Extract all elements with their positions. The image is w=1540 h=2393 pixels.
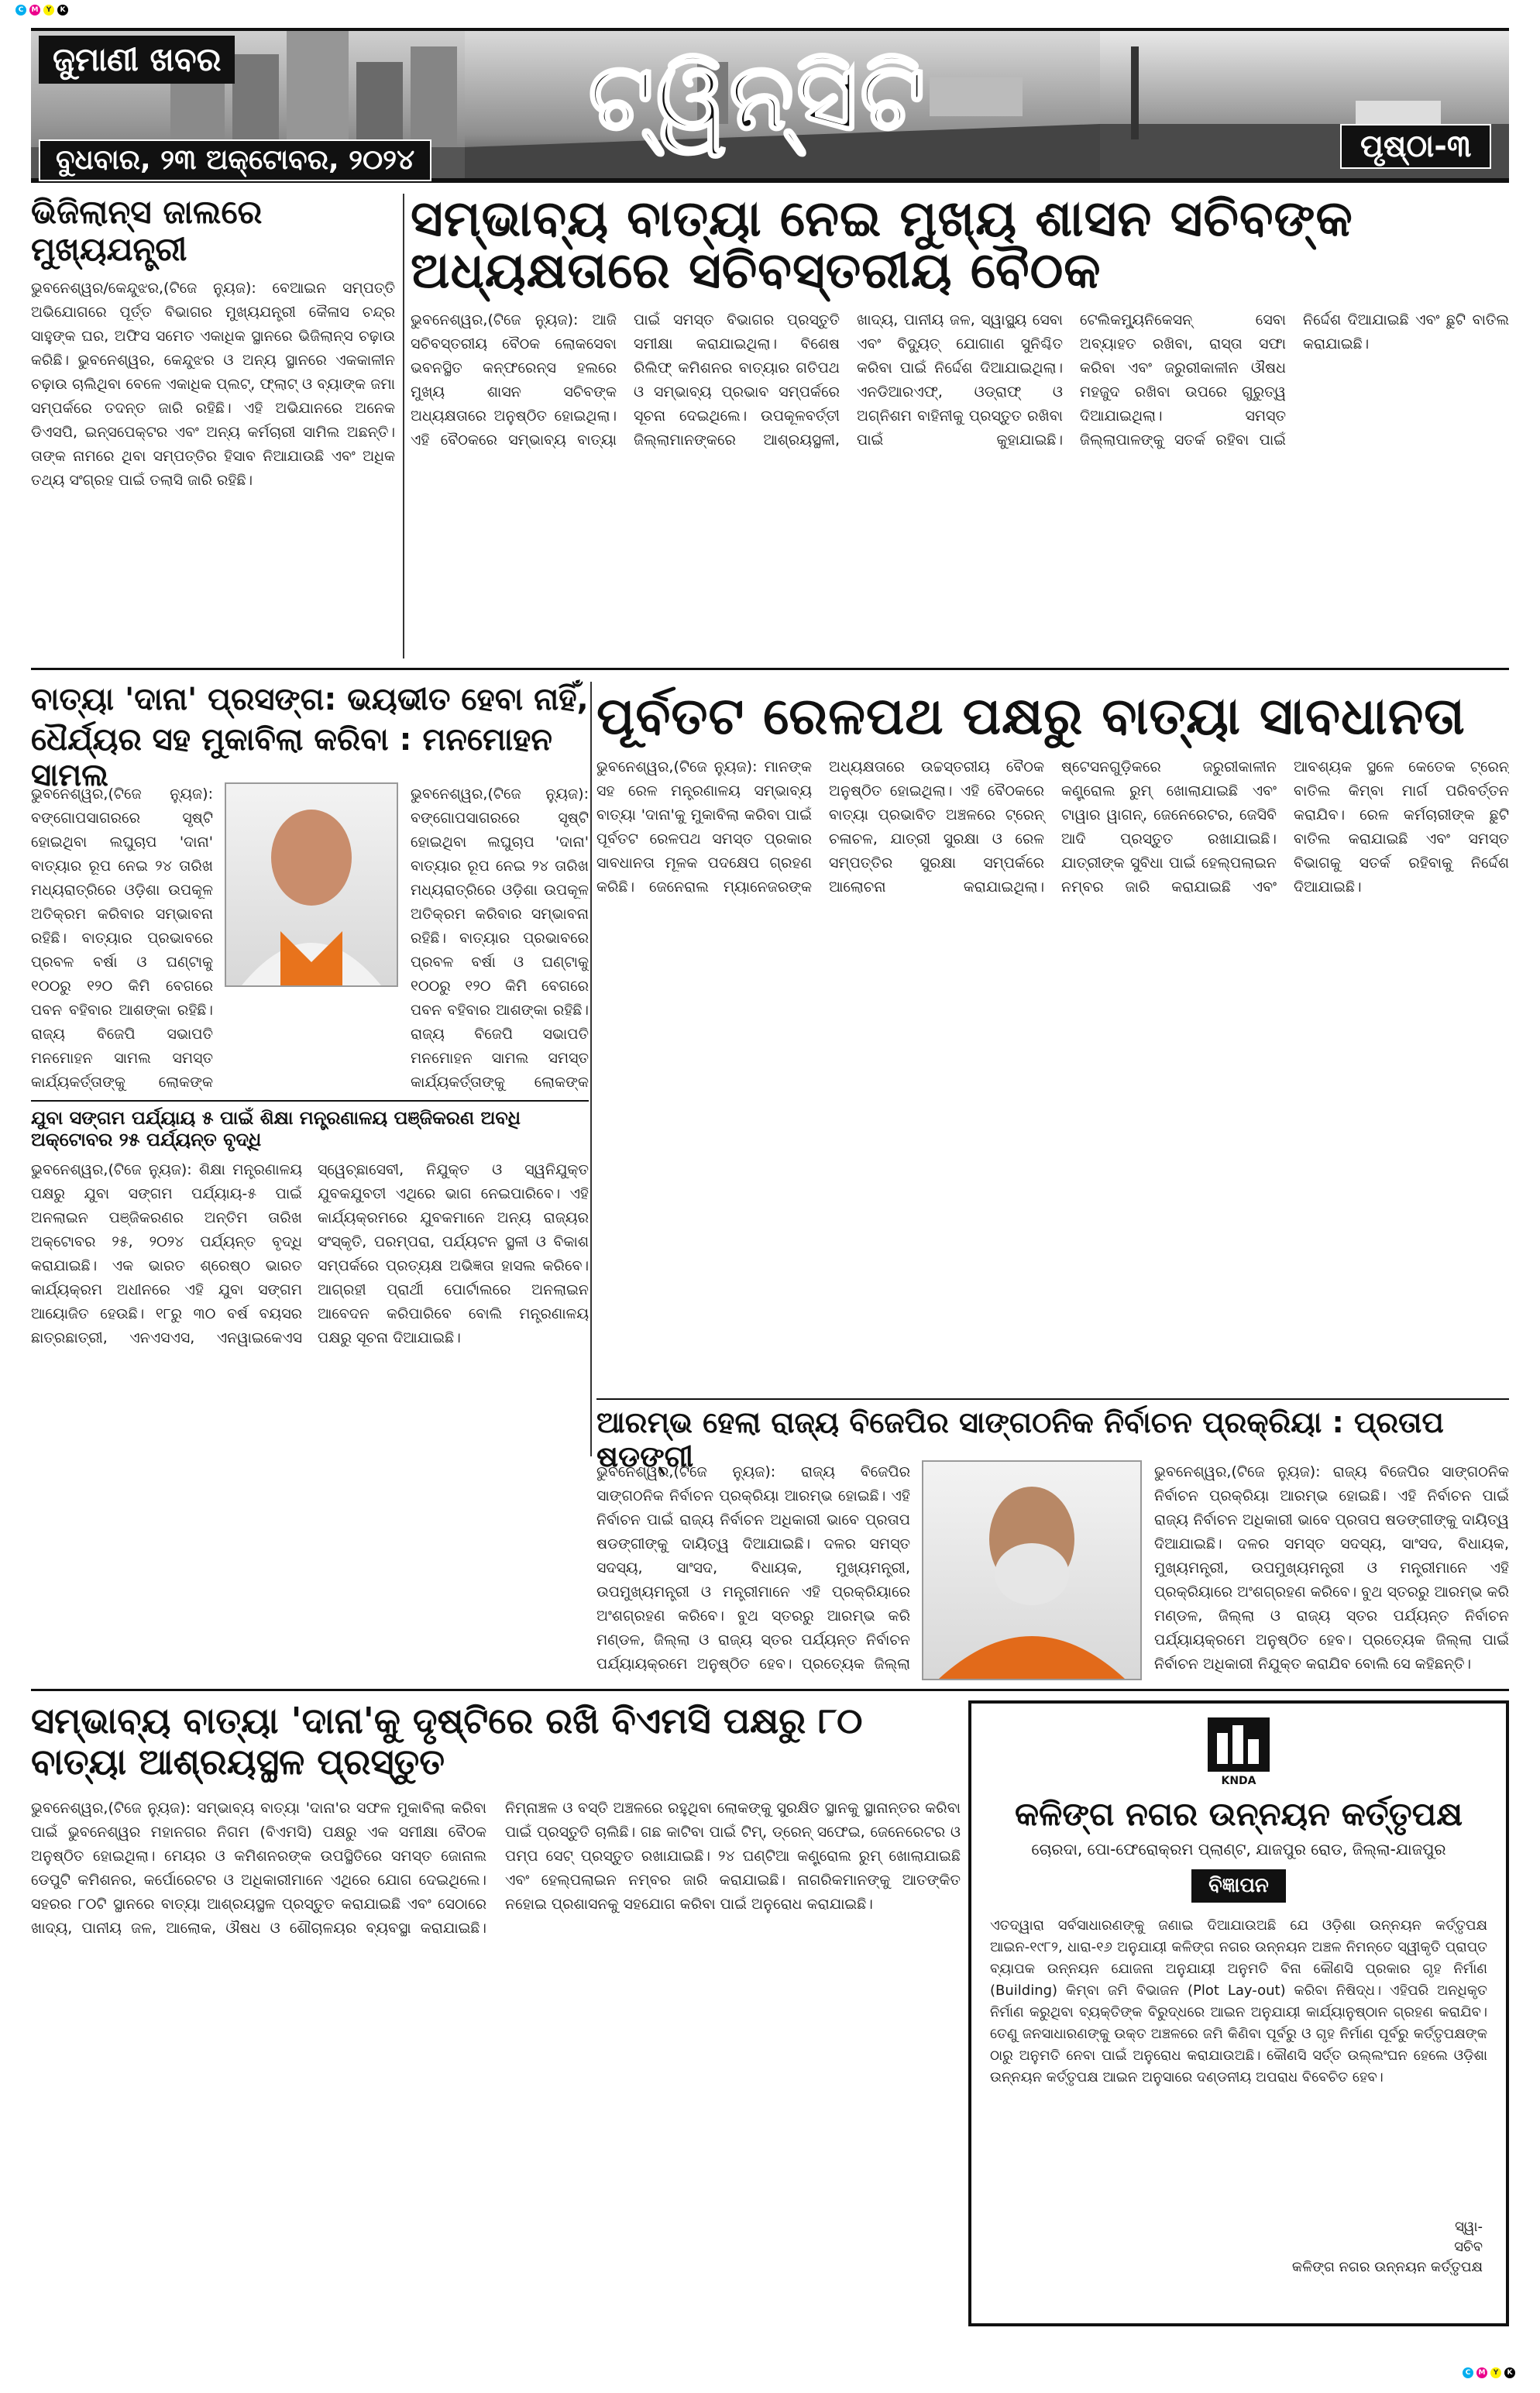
pratap-photo	[922, 1460, 1142, 1680]
cyan-mark: C	[1463, 2367, 1473, 2378]
knda-signature	[995, 2217, 1483, 2278]
manmohan-photo	[225, 782, 398, 987]
page-number: ପୃଷ୍ଠା-୩	[1340, 124, 1491, 169]
section-divider	[31, 1100, 589, 1102]
story-manmohan-body-cont: ଭୁବନେଶ୍ୱର,(ଟିଜେ ନ୍ୟୁଜ): ବଙ୍ଗୋପସାଗରରେ ସୃଷ୍ଟି ହୋଇଥିବା ଲଘୁଚାପ 'ଦାନା' ବାତ୍ୟାର ରୂପ ନେଇ ୨୪ ତାରିଖ ମଧ୍ୟରାତ୍ରିରେ ଓଡ଼ିଶା ଉପକୂଳ ଅତିକ୍ରମ କରିବାର ସମ୍ଭାବନା ରହିଛି। ବାତ୍ୟାର ପ୍ରଭାବରେ ପ୍ରବଳ ବର୍ଷା ଓ ଘଣ୍ଟାକୁ ୧୦୦ରୁ ୧୨୦ କିମି ବେଗରେ ପବନ ବହିବାର ଆଶଙ୍କା ରହିଛି। ରାଜ୍ୟ ବିଜେପି ସଭାପତି ମନମୋହନ ସାମଲ ସମସ୍ତ କାର୍ଯ୍ୟକର୍ତ୍ତାଙ୍କୁ ଲୋକଙ୍କ	[411, 786, 589, 1091]
story-youth-sangam-body: ଭୁବନେଶ୍ୱର,(ଟିଜେ ନ୍ୟୁଜ): ଶିକ୍ଷା ମନ୍ତ୍ରଣାଳୟ ପକ୍ଷରୁ ଯୁବା ସଙ୍ଗମ ପର୍ଯ୍ୟାୟ-୫ ପାଇଁ ଅନଲାଇନ ପଞ୍ଜିକରଣର ଅନ୍ତିମ ତାରିଖ ଅକ୍ଟୋବର ୨୫, ୨୦୨୪ ପର୍ଯ୍ୟନ୍ତ ବୃଦ୍ଧି କରାଯାଇଛି। ଏକ ଭାରତ ଶ୍ରେଷ୍ଠ ଭାରତ କାର୍ଯ୍ୟକ୍ରମ ଅଧୀନରେ ଏହି ଯୁବା ସଙ୍ଗମ ଆୟୋଜିତ ହେଉଛି। ୧୮ରୁ ୩୦ ବର୍ଷ ବୟସର ଛାତ୍ରଛାତ୍ରୀ, ଏନଏସଏସ, ଏନୱାଇକେଏସ ସ୍ୱେଚ୍ଛାସେବୀ, ନିଯୁକ୍ତ ଓ ସ୍ୱନିଯୁକ୍ତ ଯୁବକଯୁବତୀ ଏଥିରେ ଭାଗ ନେଇପାରିବେ। ଏହି କାର୍ଯ୍ୟକ୍ରମରେ ଯୁବକମାନେ ଅନ୍ୟ ରାଜ୍ୟର ସଂସ୍କୃତି, ପରମ୍ପରା, ପର୍ଯ୍ୟଟନ ସ୍ଥଳୀ ଓ ବିକାଶ ସମ୍ପର୍କରେ ପ୍ରତ୍ୟକ୍ଷ ଅଭିଜ୍ଞତା ହାସଲ କରିବେ। ଆଗ୍ରହୀ ପ୍ରାର୍ଥୀ ପୋର୍ଟାଲରେ ଅନଲାଇନ ଆବେଦନ କରିପାରିବେ ବୋଲି ମନ୍ତ୍ରଣାଳୟ ପକ୍ଷରୁ ସୂଚନା ଦିଆଯାଇଛି।	[31, 1161, 589, 1347]
story-bmc	[31, 1700, 961, 2393]
portrait-illustration	[226, 784, 397, 985]
magenta-mark: M	[1476, 2367, 1487, 2378]
story-chief-secretary	[411, 191, 1509, 711]
knda-advertisement	[968, 1700, 1509, 2326]
story-railway-headline: ପୂର୍ବତଟ ରେଳପଥ ପକ୍ଷରୁ ବାତ୍ୟା ସାବଧାନତା	[596, 686, 1466, 746]
story-railway-body: ଭୁବନେଶ୍ୱର,(ଟିଜେ ନ୍ୟୁଜ): ମାନଙ୍କ ସହ ରେଳ ମନ୍ତ୍ରଣାଳୟ ସମ୍ଭାବ୍ୟ ବାତ୍ୟା 'ଦାନା'କୁ ମୁକାବିଲା କରିବା ପାଇଁ ପୂର୍ବତଟ ରେଳପଥ ସମସ୍ତ ପ୍ରକାର ସାବଧାନତା ମୂଳକ ପଦକ୍ଷେପ ଗ୍ରହଣ କରିଛି। ଜେନେରାଲ ମ୍ୟାନେଜରଙ୍କ ଅଧ୍ୟକ୍ଷତାରେ ଉଚ୍ଚସ୍ତରୀୟ ବୈଠକ ଅନୁଷ୍ଠିତ ହୋଇଥିଲା। ଏହି ବୈଠକରେ ବାତ୍ୟା ପ୍ରଭାବିତ ଅଞ୍ଚଳରେ ଟ୍ରେନ୍ ଚଳାଚଳ, ଯାତ୍ରୀ ସୁରକ୍ଷା ଓ ରେଳ ସମ୍ପତ୍ତିର ସୁରକ୍ଷା ସମ୍ପର୍କରେ ଆଲୋଚନା କରାଯାଇଥିଲା। ଷ୍ଟେସନଗୁଡ଼ିକରେ ଜରୁରୀକାଳୀନ କଣ୍ଟ୍ରୋଲ ରୁମ୍ ଖୋଲାଯାଇଛି ଏବଂ ଟାୱାର ୱାଗନ୍, ଜେନେରେଟର, ଜେସିବି ଆଦି ପ୍ରସ୍ତୁତ ରଖାଯାଇଛି। ଯାତ୍ରୀଙ୍କ ସୁବିଧା ପାଇଁ ହେଲ୍ପଲାଇନ ନମ୍ବର ଜାରି କରାଯାଇଛି ଏବଂ ଆବଶ୍ୟକ ସ୍ଥଳେ କେତେକ ଟ୍ରେନ୍ ବାତିଲ କିମ୍ବା ମାର୍ଗ ପରିବର୍ତ୍ତନ କରାଯିବ। ରେଳ କର୍ମଚାରୀଙ୍କ ଛୁଟି ବାତିଲ କରାଯାଇଛି ଏବଂ ସମସ୍ତ ବିଭାଗକୁ ସତର୍କ ରହିବାକୁ ନିର୍ଦ୍ଦେଶ ଦିଆଯାଇଛି।	[596, 758, 1509, 896]
yellow-mark: Y	[43, 5, 54, 15]
knda-sign-2: ସଚିବ	[1454, 2239, 1483, 2255]
story-youth-sangam-headline: ଯୁବା ସଙ୍ଗମ ପର୍ଯ୍ୟାୟ ୫ ପାଇଁ ଶିକ୍ଷା ମନ୍ତ୍ରଣାଳୟ ପଞ୍ଜିକରଣ ଅବଧି ଅକ୍ଟୋବର ୨୫ ପର୍ଯ୍ୟନ୍ତ ବୃଦ୍ଧି	[31, 1107, 521, 1150]
story-bmc-headline: ସମ୍ଭାବ୍ୟ ବାତ୍ୟା 'ଦାନା'କୁ ଦୃଷ୍ଟିରେ ରଖି ବିଏମସି ପକ୍ଷରୁ ୮୦ ବାତ୍ୟା ଆଶ୍ରୟସ୍ଥଳ ପ୍ରସ୍ତୁତ	[31, 1700, 863, 1783]
knda-sign-1: ସ୍ୱା-	[1455, 2219, 1483, 2235]
page-title: ଟ୍ୱିନ୍‌ସିଟି	[589, 43, 928, 151]
story-youth-sangam	[31, 1108, 589, 1708]
column-divider	[403, 194, 404, 658]
story-vigilance-body: ଭୁବନେଶ୍ୱର/କେନ୍ଦୁଝର,(ଟିଜେ ନ୍ୟୁଜ): ବେଆଇନ ସମ୍ପତ୍ତି ଅଭିଯୋଗରେ ପୂର୍ତ୍ତ ବିଭାଗର ମୁଖ୍ୟଯନ୍ତ୍ରୀ କୈଳାସ ଚନ୍ଦ୍ର ସାହୁଙ୍କ ଘର, ଅଫିସ ସମେତ ଏକାଧିକ ସ୍ଥାନରେ ଭିଜିଲାନ୍ସ ଚଢ଼ାଉ କରିଛି। ଭୁବନେଶ୍ୱର, କେନ୍ଦୁଝର ଓ ଅନ୍ୟ ସ୍ଥାନରେ ଏକକାଳୀନ ଚଢ଼ାଉ ଚାଲିଥିବା ବେଳେ ଏକାଧିକ ପ୍ଲଟ୍, ଫ୍ଲାଟ୍ ଓ ବ୍ୟାଙ୍କ ଜମା ସମ୍ପର୍କରେ ତଦନ୍ତ ଜାରି ରହିଛି। ଏହି ଅଭିଯାନରେ ଅନେକ ଡିଏସପି, ଇନ୍‌ସପେକ୍ଟର ଏବଂ ଅନ୍ୟ କର୍ମଚାରୀ ସାମିଲ ଅଛନ୍ତି। ତାଙ୍କ ନାମରେ ଥିବା ସମ୍ପତ୍ତିର ହିସାବ ନିଆଯାଉଛି ଏବଂ ଅଧିକ ତଥ୍ୟ ସଂଗ୍ରହ ପାଇଁ ତଲାସି ଜାରି ରହିଛି।	[31, 279, 395, 489]
section-divider	[31, 668, 1509, 670]
knda-address: ଚୋରଦା, ପୋ-ଫେରୋକ୍ରମ ପ୍ଲାଣ୍ଟ, ଯାଜପୁର ରୋଡ, ଜିଲ୍ଲା-ଯାଜପୁର	[1031, 1840, 1446, 1858]
story-vigilance	[31, 194, 395, 722]
knda-logo	[971, 1717, 1506, 1787]
cyan-mark: C	[15, 5, 26, 15]
story-manmohan-body: ଭୁବନେଶ୍ୱର,(ଟିଜେ ନ୍ୟୁଜ): ବଙ୍ଗୋପସାଗରରେ ସୃଷ୍ଟି ହୋଇଥିବା ଲଘୁଚାପ 'ଦାନା' ବାତ୍ୟାର ରୂପ ନେଇ ୨୪ ତାରିଖ ମଧ୍ୟରାତ୍ରିରେ ଓଡ଼ିଶା ଉପକୂଳ ଅତିକ୍ରମ କରିବାର ସମ୍ଭାବନା ରହିଛି। ବାତ୍ୟାର ପ୍ରଭାବରେ ପ୍ରବଳ ବର୍ଷା ଓ ଘଣ୍ଟାକୁ ୧୦୦ରୁ ୧୨୦ କିମି ବେଗରେ ପବନ ବହିବାର ଆଶଙ୍କା ରହିଛି। ରାଜ୍ୟ ବିଜେପି ସଭାପତି ମନମୋହନ ସାମଲ ସମସ୍ତ କାର୍ଯ୍ୟକର୍ତ୍ତାଙ୍କୁ ଲୋକଙ୍କ	[31, 786, 213, 1091]
registration-marks-bottom	[1463, 2367, 1515, 2378]
section-divider	[31, 1689, 1509, 1691]
black-mark: K	[57, 5, 68, 15]
black-mark: K	[1504, 2367, 1515, 2378]
knda-title: କଳିଙ୍ଗ ନଗର ଉନ୍ନୟନ କର୍ତ୍ତୃପକ୍ଷ	[1014, 1795, 1463, 1833]
story-manmohan-headline-1: ବାତ୍ୟା 'ଦାନା' ପ୍ରସଙ୍ଗ: ଭୟଭୀତ ହେବା ନାହିଁ,	[31, 682, 589, 717]
yellow-mark: Y	[1490, 2367, 1501, 2378]
story-pratap-body: ଭୁବନେଶ୍ୱର,(ଟିଜେ ନ୍ୟୁଜ): ରାଜ୍ୟ ବିଜେପିର ସାଙ୍ଗଠନିକ ନିର୍ବାଚନ ପ୍ରକ୍ରିୟା ଆରମ୍ଭ ହୋଇଛି। ଏହି ନିର୍ବାଚନ ପାଇଁ ରାଜ୍ୟ ନିର୍ବାଚନ ଅଧିକାରୀ ଭାବେ ପ୍ରତାପ ଷଡଙ୍ଗୀଙ୍କୁ ଦାୟିତ୍ୱ ଦିଆଯାଇଛି। ଦଳର ସମସ୍ତ ସଦସ୍ୟ, ସାଂସଦ, ବିଧାୟକ, ମୁଖ୍ୟମନ୍ତ୍ରୀ, ଉପମୁଖ୍ୟମନ୍ତ୍ରୀ ଓ ମନ୍ତ୍ରୀମାନେ ଏହି ପ୍ରକ୍ରିୟାରେ ଅଂଶଗ୍ରହଣ କରିବେ। ବୁଥ ସ୍ତରରୁ ଆରମ୍ଭ କରି ମଣ୍ଡଳ, ଜିଲ୍ଲା ଓ ରାଜ୍ୟ ସ୍ତର ପର୍ଯ୍ୟନ୍ତ ନିର୍ବାଚନ ପର୍ଯ୍ୟାୟକ୍ରମେ ଅନୁଷ୍ଠିତ ହେବ। ପ୍ରତ୍ୟେକ ଜିଲ୍ଲା	[596, 1463, 910, 1673]
registration-marks-top	[15, 5, 68, 15]
magenta-mark: M	[29, 5, 40, 15]
story-manmohan-headline-2: ଧୈର୍ଯ୍ୟର ସହ ମୁକାବିଲା କରିବା : ମନମୋହନ ସାମଲ	[31, 722, 552, 793]
knda-logo-text: KNDA	[1221, 1775, 1256, 1787]
knda-notice-label: ବିଜ୍ଞାପନ	[1191, 1869, 1286, 1903]
story-railway	[596, 686, 1509, 1398]
story-pratap-headline: ଆରମ୍ଭ ହେଲା ରାଜ୍ୟ ବିଜେପିର ସାଙ୍ଗଠନିକ ନିର୍ବାଚନ ପ୍ରକ୍ରିୟା : ପ୍ରତାପ ଷଡଙ୍ଗୀ	[596, 1405, 1444, 1473]
dateline: ବୁଧବାର, ୨୩ ଅକ୍ଟୋବର, ୨୦୨୪	[39, 139, 431, 181]
section-divider	[596, 1398, 1509, 1400]
portrait-illustration	[923, 1462, 1140, 1679]
column-divider	[590, 682, 592, 1456]
story-chief-secretary-headline: ସମ୍ଭାବ୍ୟ ବାତ୍ୟା ନେଇ ମୁଖ୍ୟ ଶାସନ ସଚିବଙ୍କ ଅଧ୍ୟକ୍ଷତାରେ ସଚିବସ୍ତରୀୟ ବୈଠକ	[411, 191, 1353, 301]
knda-body: ଏତଦ୍ୱାରା ସର୍ବସାଧାରଣଙ୍କୁ ଜଣାଇ ଦିଆଯାଉଅଛି ଯେ ଓଡ଼ିଶା ଉନ୍ନୟନ କର୍ତ୍ତୃପକ୍ଷ ଆଇନ-୧୯୮୨, ଧାରା-୧୬ ଅନୁଯାୟୀ କଳିଙ୍ଗ ନଗର ଉନ୍ନୟନ ଅଞ୍ଚଳ ନିମନ୍ତେ ସ୍ୱୀକୃତି ପ୍ରାପ୍ତ ବ୍ୟାପକ ଉନ୍ନୟନ ଯୋଜନା ଅନୁଯାୟୀ ଅନୁମତି ବିନା କୌଣସି ପ୍ରକାର ଗୃହ ନିର୍ମାଣ (Building) କିମ୍ବା ଜମି ବିଭାଜନ (Plot Lay-out) କରିବା ନିଷିଦ୍ଧ। ଏହିପରି ଅନଧିକୃତ ନିର୍ମାଣ କରୁଥିବା ବ୍ୟକ୍ତିଙ୍କ ବିରୁଦ୍ଧରେ ଆଇନ ଅନୁଯାୟୀ କାର୍ଯ୍ୟାନୁଷ୍ଠାନ ଗ୍ରହଣ କରାଯିବ। ତେଣୁ ଜନସାଧାରଣଙ୍କୁ ଉକ୍ତ ଅଞ୍ଚଳରେ ଜମି କିଣିବା ପୂର୍ବରୁ ଓ ଗୃହ ନିର୍ମାଣ ପୂର୍ବରୁ କର୍ତ୍ତୃପକ୍ଷଙ୍କ ଠାରୁ ଅନୁମତି ନେବା ପାଇଁ ଅନୁରୋଧ କରାଯାଉଅଛି। କୌଣସି ସର୍ତ୍ତ ଉଲ୍ଲଂଘନ ହେଲେ ଓଡ଼ିଶା ଉନ୍ନୟନ କର୍ତ୍ତୃପକ୍ଷ ଆଇନ ଅନୁସାରେ ଦଣ୍ଡନୀୟ ଅପରାଧ ବିବେଚିତ ହେବ।	[990, 1917, 1487, 2085]
knda-sign-3: କଳିଙ୍ଗ ନଗର ଉନ୍ନୟନ କର୍ତ୍ତୃପକ୍ଷ	[1291, 2259, 1483, 2275]
building-logo-icon	[1208, 1717, 1270, 1772]
story-bmc-body: ଭୁବନେଶ୍ୱର,(ଟିଜେ ନ୍ୟୁଜ): ସମ୍ଭାବ୍ୟ ବାତ୍ୟା 'ଦାନା'ର ସଫଳ ମୁକାବିଲା କରିବା ପାଇଁ ଭୁବନେଶ୍ୱର ମହାନଗର ନିଗମ (ବିଏମସି) ପକ୍ଷରୁ ଏକ ସମୀକ୍ଷା ବୈଠକ ଅନୁଷ୍ଠିତ ହୋଇଥିଲା। ମେୟର ଓ କମିଶନରଙ୍କ ଉପସ୍ଥିତିରେ ସମସ୍ତ ଜୋନାଲ ଡେପୁଟି କମିଶନର, କର୍ପୋରେଟର ଓ ଅଧିକାରୀମାନେ ଏଥିରେ ଯୋଗ ଦେଇଥିଲେ। ସହରର ୮୦ଟି ସ୍ଥାନରେ ବାତ୍ୟା ଆଶ୍ରୟସ୍ଥଳ ପ୍ରସ୍ତୁତ କରାଯାଇଛି ଏବଂ ସେଠାରେ ଖାଦ୍ୟ, ପାନୀୟ ଜଳ, ଆଲୋକ, ଔଷଧ ଓ ଶୌଚାଳୟର ବ୍ୟବସ୍ଥା କରାଯାଇଛି। ନିମ୍ନାଞ୍ଚଳ ଓ ବସ୍ତି ଅଞ୍ଚଳରେ ରହୁଥିବା ଲୋକଙ୍କୁ ସୁରକ୍ଷିତ ସ୍ଥାନକୁ ସ୍ଥାନାନ୍ତର କରିବା ପାଇଁ ପ୍ରସ୍ତୁତି ଚାଲିଛି। ଗଛ କାଟିବା ପାଇଁ ଟିମ୍, ଡ୍ରେନ୍ ସଫେଇ, ଜେନେରେଟର ଓ ପମ୍ପ ସେଟ୍ ପ୍ରସ୍ତୁତ ରଖାଯାଇଛି। ୨୪ ଘଣ୍ଟିଆ କଣ୍ଟ୍ରୋଲ ରୁମ୍ ଖୋଲାଯାଇଛି ଏବଂ ହେଲ୍ପଲାଇନ ନମ୍ବର ଜାରି କରାଯାଇଛି। ନାଗରିକମାନଙ୍କୁ ଆତଙ୍କିତ ନହୋଇ ପ୍ରଶାସନକୁ ସହଯୋଗ କରିବା ପାଇଁ ଅନୁରୋଧ କରାଯାଇଛି।	[31, 1799, 961, 1937]
story-chief-secretary-body: ଭୁବନେଶ୍ୱର,(ଟିଜେ ନ୍ୟୁଜ): ଆଜି ସଚିବସ୍ତରୀୟ ବୈଠକ ଲୋକସେବା ଭବନସ୍ଥିତ କନ୍ଫରେନ୍ସ ହଲରେ ମୁଖ୍ୟ ଶାସନ ସଚିବଙ୍କ ଅଧ୍ୟକ୍ଷତାରେ ଅନୁଷ୍ଠିତ ହୋଇଥିଲା। ଏହି ବୈଠକରେ ସମ୍ଭାବ୍ୟ ବାତ୍ୟା ପାଇଁ ସମସ୍ତ ବିଭାଗର ପ୍ରସ୍ତୁତି ସମୀକ୍ଷା କରାଯାଇଥିଲା। ବିଶେଷ ରିଲିଫ୍ କମିଶନର ବାତ୍ୟାର ଗତିପଥ ଓ ସମ୍ଭାବ୍ୟ ପ୍ରଭାବ ସମ୍ପର୍କରେ ସୂଚନା ଦେଇଥିଲେ। ଉପକୂଳବର୍ତ୍ତୀ ଜିଲ୍ଲାମାନଙ୍କରେ ଆଶ୍ରୟସ୍ଥଳୀ, ଖାଦ୍ୟ, ପାନୀୟ ଜଳ, ସ୍ୱାସ୍ଥ୍ୟ ସେବା ଏବଂ ବିଦ୍ୟୁତ୍ ଯୋଗାଣ ସୁନିଶ୍ଚିତ କରିବା ପାଇଁ ନିର୍ଦ୍ଦେଶ ଦିଆଯାଇଥିଲା। ଏନଡିଆରଏଫ୍, ଓଡ୍ରାଫ୍ ଓ ଅଗ୍ନିଶମ ବାହିନୀକୁ ପ୍ରସ୍ତୁତ ରଖିବା ପାଇଁ କୁହାଯାଇଛି। ଟେଲିକମ୍ୟୁନିକେସନ୍ ସେବା ଅବ୍ୟାହତ ରଖିବା, ରାସ୍ତା ସଫା କରିବା ଏବଂ ଜରୁରୀକାଳୀନ ଔଷଧ ମହଜୁଦ ରଖିବା ଉପରେ ଗୁରୁତ୍ୱ ଦିଆଯାଇଥିଲା। ସମସ୍ତ ଜିଲ୍ଲାପାଳଙ୍କୁ ସତର୍କ ରହିବା ପାଇଁ ନିର୍ଦ୍ଦେଶ ଦିଆଯାଇଛି ଏବଂ ଛୁଟି ବାତିଲ କରାଯାଇଛି।	[411, 311, 1509, 449]
story-vigilance-headline: ଭିଜିଲାନ୍ସ ଜାଲରେ ମୁଖ୍ୟଯନ୍ତ୍ରୀ	[31, 193, 263, 269]
story-manmohan	[31, 682, 589, 793]
section-kicker: ଜୁମାଣୀ ଖବର	[39, 36, 235, 84]
story-pratap-body-cont: ଭୁବନେଶ୍ୱର,(ଟିଜେ ନ୍ୟୁଜ): ରାଜ୍ୟ ବିଜେପିର ସାଙ୍ଗଠନିକ ନିର୍ବାଚନ ପ୍ରକ୍ରିୟା ଆରମ୍ଭ ହୋଇଛି। ଏହି ନିର୍ବାଚନ ପାଇଁ ରାଜ୍ୟ ନିର୍ବାଚନ ଅଧିକାରୀ ଭାବେ ପ୍ରତାପ ଷଡଙ୍ଗୀଙ୍କୁ ଦାୟିତ୍ୱ ଦିଆଯାଇଛି। ଦଳର ସମସ୍ତ ସଦସ୍ୟ, ସାଂସଦ, ବିଧାୟକ, ମୁଖ୍ୟମନ୍ତ୍ରୀ, ଉପମୁଖ୍ୟମନ୍ତ୍ରୀ ଓ ମନ୍ତ୍ରୀମାନେ ଏହି ପ୍ରକ୍ରିୟାରେ ଅଂଶଗ୍ରହଣ କରିବେ। ବୁଥ ସ୍ତରରୁ ଆରମ୍ଭ କରି ମଣ୍ଡଳ, ଜିଲ୍ଲା ଓ ରାଜ୍ୟ ସ୍ତର ପର୍ଯ୍ୟନ୍ତ ନିର୍ବାଚନ ପର୍ଯ୍ୟାୟକ୍ରମେ ଅନୁଷ୍ଠିତ ହେବ। ପ୍ରତ୍ୟେକ ଜିଲ୍ଲା ପାଇଁ ନିର୍ବାଚନ ଅଧିକାରୀ ନିଯୁକ୍ତ କରାଯିବ ବୋଲି ସେ କହିଛନ୍ତି।	[1154, 1463, 1509, 1673]
